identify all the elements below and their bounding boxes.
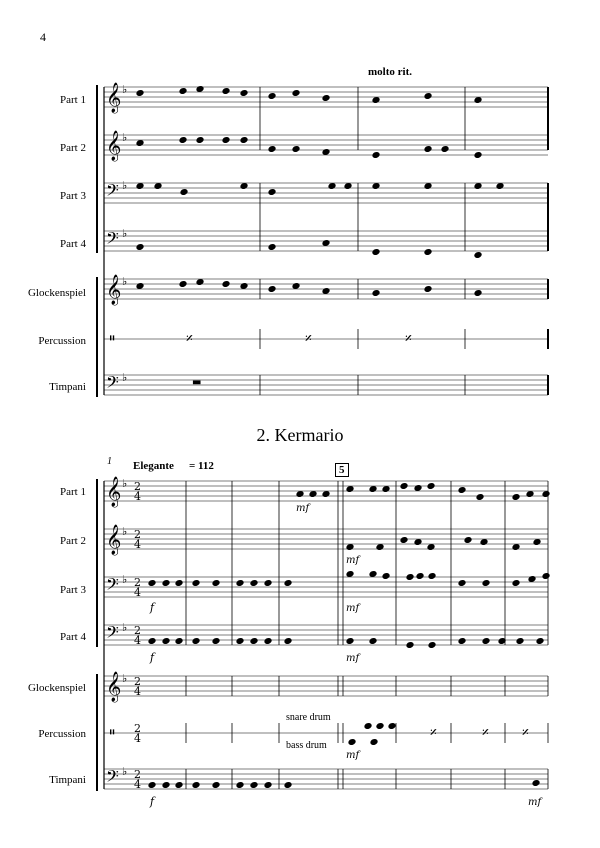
- time-sig-icon: 2: [134, 576, 141, 589]
- part-label: Part 2: [60, 535, 86, 547]
- note-head: [400, 536, 408, 543]
- flat-icon: ♭: [122, 621, 128, 634]
- note-head: [240, 182, 248, 189]
- treble-clef-icon: 𝄞: [106, 672, 122, 702]
- flat-icon: ♭: [122, 477, 128, 490]
- dynamic-mf: mf: [346, 555, 360, 566]
- note-head: [533, 538, 541, 545]
- part-label: Timpani: [49, 774, 86, 786]
- note-head: [458, 579, 466, 586]
- note-head: [372, 151, 380, 158]
- note-head: [388, 722, 396, 729]
- treble-clef-icon: 𝄞: [106, 525, 122, 555]
- flat-icon: ♭: [122, 525, 128, 538]
- note-head: [292, 282, 300, 289]
- time-sig-icon: 2: [134, 480, 141, 493]
- note-head: [369, 637, 377, 644]
- bass-clef-icon: 𝄢: [106, 766, 119, 790]
- note-head: [192, 781, 200, 788]
- note-head: [480, 538, 488, 545]
- note-head: [180, 188, 188, 195]
- note-head: [528, 575, 536, 582]
- flat-icon: ♭: [122, 672, 128, 685]
- tempo-marking: molto rit.: [368, 66, 412, 78]
- note-head: [179, 87, 187, 94]
- note-head: [428, 572, 436, 579]
- dynamic-mf: mf: [346, 750, 360, 761]
- part-label: Part 3: [60, 190, 86, 202]
- note-head: [416, 572, 424, 579]
- time-sig-icon: 4: [134, 778, 141, 791]
- note-head: [162, 781, 170, 788]
- bass-clef-icon: 𝄢: [106, 180, 119, 204]
- tempo-value: = 112: [189, 460, 214, 472]
- part-label: Part 1: [60, 94, 86, 106]
- note-head: [372, 96, 380, 103]
- note-head: [322, 94, 330, 101]
- note-head: [364, 722, 372, 729]
- note-head: [222, 280, 230, 287]
- note-head: [532, 779, 540, 786]
- flat-icon: ♭: [122, 83, 128, 96]
- note-head: [175, 781, 183, 788]
- note-head: [240, 89, 248, 96]
- flat-icon: ♭: [122, 275, 128, 288]
- note-head: [250, 579, 258, 586]
- part-label: Part 3: [60, 584, 86, 596]
- note-head: [348, 738, 356, 745]
- note-head: [292, 145, 300, 152]
- treble-clef-icon: 𝄞: [106, 275, 122, 305]
- note-head: [476, 493, 484, 500]
- dynamic-mf: mf: [296, 503, 310, 514]
- note-head: [250, 637, 258, 644]
- note-head: [328, 182, 336, 189]
- time-sig-icon: 2: [134, 722, 141, 735]
- part-label: Timpani: [49, 381, 86, 393]
- note-head: [154, 182, 162, 189]
- note-head: [175, 579, 183, 586]
- note-head: [406, 641, 414, 648]
- note-head: [136, 282, 144, 289]
- treble-clef-icon: 𝄞: [106, 83, 122, 113]
- note-head: [222, 136, 230, 143]
- rehearsal-mark: 5: [335, 463, 349, 477]
- note-head: [196, 136, 204, 143]
- note-head: [162, 579, 170, 586]
- flat-icon: ♭: [122, 227, 128, 240]
- note-head: [474, 96, 482, 103]
- time-sig-icon: 4: [134, 490, 141, 503]
- note-head: [474, 182, 482, 189]
- note-head: [236, 637, 244, 644]
- treble-clef-icon: 𝄞: [106, 131, 122, 161]
- note-head: [136, 139, 144, 146]
- note-head: [372, 248, 380, 255]
- note-head: [236, 579, 244, 586]
- time-sig-icon: 2: [134, 528, 141, 541]
- note-head: [250, 781, 258, 788]
- flat-icon: ♭: [122, 131, 128, 144]
- note-head: [148, 579, 156, 586]
- note-head: [424, 145, 432, 152]
- note-head: [474, 251, 482, 258]
- note-head: [376, 543, 384, 550]
- note-head: [542, 572, 550, 579]
- note-head: [512, 493, 520, 500]
- part-label: Percussion: [38, 728, 86, 740]
- note-head: [414, 484, 422, 491]
- note-head: [424, 92, 432, 99]
- dynamic-mf: mf: [346, 603, 360, 614]
- part-label: Part 4: [60, 631, 86, 643]
- note-head: [136, 89, 144, 96]
- note-head: [292, 89, 300, 96]
- bass-drum-label: bass drum: [286, 740, 327, 751]
- repeat-bar-icon: 𝄎: [430, 725, 437, 741]
- note-head: [441, 145, 449, 152]
- dynamic-mf: mf: [528, 797, 542, 808]
- note-head: [222, 87, 230, 94]
- note-head: [406, 573, 414, 580]
- note-head: [369, 570, 377, 577]
- note-head: [512, 543, 520, 550]
- percussion-clef-icon: 𝄥: [110, 725, 115, 741]
- page-number: 4: [40, 30, 46, 44]
- percussion-clef-icon: 𝄥: [110, 331, 115, 347]
- dynamic-f: f: [150, 651, 155, 664]
- note-head: [526, 490, 534, 497]
- treble-clef-icon: 𝄞: [106, 477, 122, 507]
- flat-icon: ♭: [122, 371, 128, 384]
- bass-clef-icon: 𝄢: [106, 372, 119, 396]
- note-head: [284, 579, 292, 586]
- note-head: [284, 637, 292, 644]
- note-head: [136, 182, 144, 189]
- dynamic-f: f: [150, 601, 155, 614]
- note-head: [424, 182, 432, 189]
- note-head: [414, 538, 422, 545]
- note-head: [148, 637, 156, 644]
- part-label: Glockenspiel: [27, 682, 86, 694]
- part-label: Glockenspiel: [27, 287, 86, 299]
- bass-clef-icon: 𝄢: [106, 228, 119, 252]
- note-head: [240, 136, 248, 143]
- note-head: [346, 485, 354, 492]
- snare-drum-label: snare drum: [286, 712, 331, 723]
- note-head: [512, 579, 520, 586]
- note-head: [196, 85, 204, 92]
- whole-rest-icon: ▬: [192, 377, 202, 388]
- note-head: [192, 637, 200, 644]
- part-label: Part 4: [60, 238, 86, 250]
- note-head: [322, 287, 330, 294]
- note-head: [346, 570, 354, 577]
- note-head: [376, 722, 384, 729]
- note-head: [496, 182, 504, 189]
- note-head: [344, 182, 352, 189]
- note-head: [346, 543, 354, 550]
- note-head: [162, 637, 170, 644]
- time-sig-icon: 4: [134, 538, 141, 551]
- note-head: [542, 490, 550, 497]
- time-sig-icon: 2: [134, 768, 141, 781]
- note-head: [264, 637, 272, 644]
- note-head: [322, 148, 330, 155]
- repeat-bar-icon: 𝄎: [405, 331, 412, 347]
- note-head: [458, 486, 466, 493]
- time-sig-icon: 4: [134, 586, 141, 599]
- note-head: [268, 92, 276, 99]
- note-head: [458, 637, 466, 644]
- note-head: [382, 485, 390, 492]
- note-head: [148, 781, 156, 788]
- note-head: [400, 482, 408, 489]
- note-head: [212, 579, 220, 586]
- time-sig-icon: 4: [134, 732, 141, 745]
- part-label: Part 1: [60, 486, 86, 498]
- part-label: Percussion: [38, 335, 86, 347]
- time-sig-icon: 4: [134, 634, 141, 647]
- bass-clef-icon: 𝄢: [106, 574, 119, 598]
- note-head: [192, 579, 200, 586]
- note-head: [136, 243, 144, 250]
- note-head: [372, 182, 380, 189]
- note-head: [284, 781, 292, 788]
- note-head: [268, 145, 276, 152]
- dynamic-f: f: [150, 795, 155, 808]
- note-head: [424, 248, 432, 255]
- time-sig-icon: 2: [134, 624, 141, 637]
- piece-title: 2. Kermario: [256, 425, 344, 445]
- note-head: [424, 285, 432, 292]
- note-head: [464, 536, 472, 543]
- time-sig-icon: 2: [134, 675, 141, 688]
- repeat-bar-icon: 𝄎: [522, 725, 529, 741]
- note-head: [372, 289, 380, 296]
- note-head: [427, 543, 435, 550]
- repeat-bar-icon: 𝄎: [482, 725, 489, 741]
- note-head: [268, 285, 276, 292]
- tempo-text: Elegante: [133, 460, 174, 472]
- note-head: [264, 579, 272, 586]
- note-head: [322, 490, 330, 497]
- measure-number: 1: [107, 456, 112, 467]
- note-head: [309, 490, 317, 497]
- dynamic-mf: mf: [346, 653, 360, 664]
- note-head: [268, 243, 276, 250]
- note-head: [474, 289, 482, 296]
- note-head: [370, 738, 378, 745]
- flat-icon: ♭: [122, 573, 128, 586]
- note-head: [196, 278, 204, 285]
- note-head: [212, 781, 220, 788]
- note-head: [482, 579, 490, 586]
- note-head: [240, 282, 248, 289]
- flat-icon: ♭: [122, 179, 128, 192]
- note-head: [175, 637, 183, 644]
- note-head: [346, 637, 354, 644]
- note-head: [428, 641, 436, 648]
- flat-icon: ♭: [122, 765, 128, 778]
- time-sig-icon: 4: [134, 685, 141, 698]
- part-label: Part 2: [60, 142, 86, 154]
- note-head: [427, 482, 435, 489]
- note-head: [482, 637, 490, 644]
- note-head: [322, 239, 330, 246]
- note-head: [268, 188, 276, 195]
- note-head: [382, 572, 390, 579]
- note-head: [474, 151, 482, 158]
- bass-clef-icon: 𝄢: [106, 622, 119, 646]
- repeat-bar-icon: 𝄎: [186, 331, 193, 347]
- note-head: [516, 637, 524, 644]
- note-head: [264, 781, 272, 788]
- note-head: [179, 280, 187, 287]
- note-head: [296, 490, 304, 497]
- repeat-bar-icon: 𝄎: [305, 331, 312, 347]
- note-head: [369, 485, 377, 492]
- note-head: [179, 136, 187, 143]
- note-head: [236, 781, 244, 788]
- note-head: [536, 637, 544, 644]
- note-head: [212, 637, 220, 644]
